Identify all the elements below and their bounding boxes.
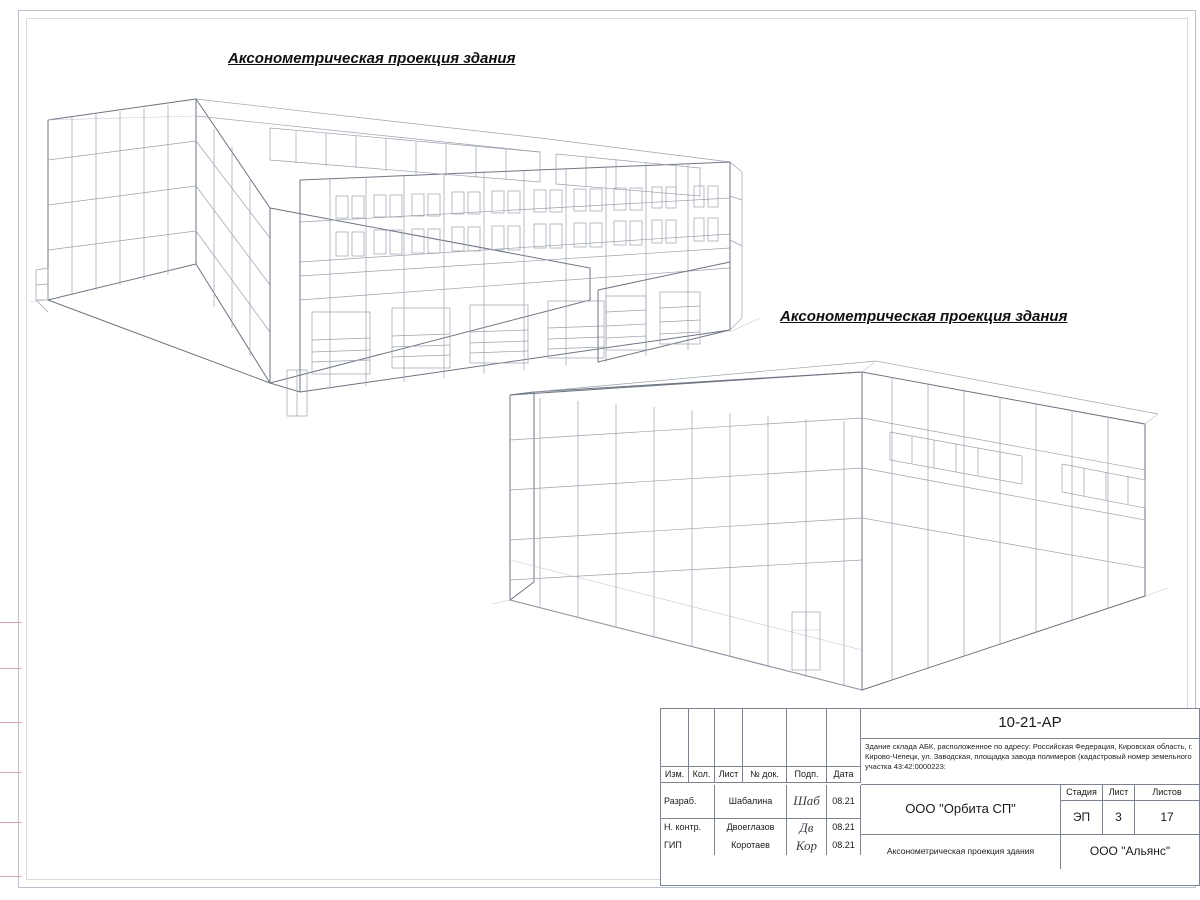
stage-table [1061,785,1199,835]
sheet-name: Аксонометрическая проекция здания [861,835,1061,869]
person-name: Коротаев [715,837,787,855]
org-and-stage [861,785,1199,869]
view-title-upper: Аксонометрическая проекция здания [228,50,516,67]
stage-value-list: 3 [1103,801,1135,834]
left-margin-marks [0,622,22,886]
sign-date: 08.21 [827,837,861,855]
revision-blank-doc [743,709,787,767]
sign-date: 08.21 [827,785,861,819]
revision-blank-kol [689,709,715,767]
revision-grid [661,709,861,785]
view-title-lower: Аксонометрическая проекция здания [780,308,1068,325]
revision-header-podp: Подп. [787,767,827,783]
signature-mark: Шаб [787,785,827,819]
role-label: Н. контр. [661,819,715,837]
table-row [661,837,861,855]
revision-header-izm: Изм. [661,767,689,783]
client-name: ООО "Альянс" [1089,844,1171,859]
stage-value-stadia: ЭП [1061,801,1103,834]
revision-blank-podp [787,709,827,767]
stage-header-listov: Листов [1152,786,1182,797]
revision-blank-list [715,709,743,767]
title-block [660,708,1200,886]
revision-header-kol: Кол. [689,767,715,783]
signature-rows [661,785,861,869]
table-row [661,785,861,819]
sign-date: 08.21 [827,819,861,837]
sheetname-client-row [861,835,1199,869]
revision-header-row [661,767,861,783]
stage-header-row [1061,785,1199,801]
object-description: Здание склада АБК, расположенное по адресу: Российская Федерация, Кировская область, г. Кирово-Чепецк, ул. Заводская, площадка завода полимеров (кадастровый номер земельного участка 43:42:0000223: [861,739,1199,785]
stage-header-list: Лист [1103,785,1135,800]
revision-header-doc: № док. [743,767,787,783]
revision-header-data: Дата [827,767,861,783]
revision-header-list: Лист [715,767,743,783]
signature-mark: Дв [787,819,827,837]
organization-name: ООО "Орбита СП" [861,785,1061,835]
stage-value-row [1061,801,1199,835]
org-stage-row [861,785,1199,835]
revision-blank-rows [661,709,861,767]
document-code: 10-21-АР [861,709,1199,739]
person-name: Шабалина [715,785,787,819]
title-block-top [661,709,1199,785]
document-header [861,709,1199,785]
table-row [661,819,861,837]
stage-header-stadia: Стадия [1061,785,1103,800]
role-label: Разраб. [661,785,715,819]
title-block-middle [661,785,1199,869]
signature-mark: Кор [787,837,827,855]
revision-blank-data [827,709,861,767]
person-name: Двоеглазов [715,819,787,837]
revision-blank-izm [661,709,689,767]
role-label: ГИП [661,837,715,855]
stage-value-listov: 17 [1160,809,1174,824]
